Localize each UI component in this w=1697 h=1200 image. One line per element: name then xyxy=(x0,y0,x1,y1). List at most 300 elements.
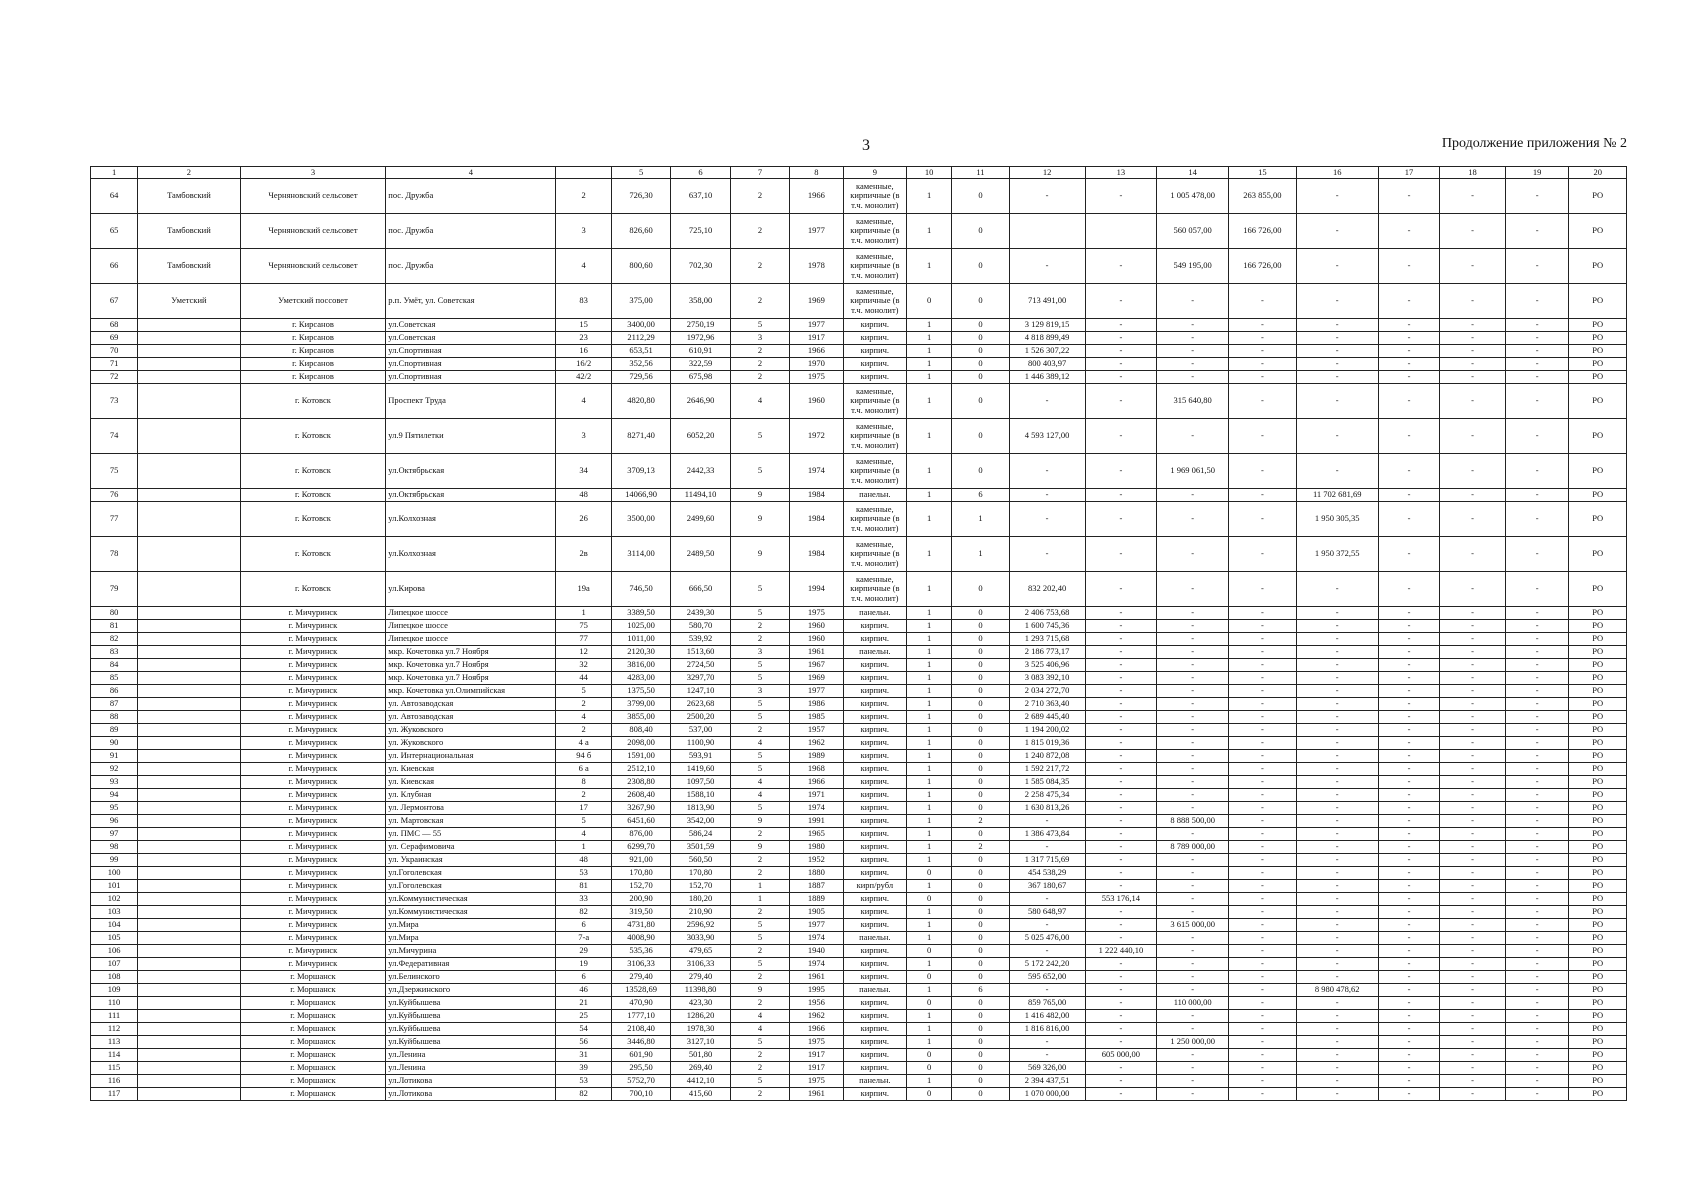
table-cell: 1 xyxy=(907,489,952,502)
table-row xyxy=(91,489,1627,502)
table-cell: - xyxy=(1440,1036,1506,1049)
table-cell xyxy=(138,1049,241,1062)
table-cell: - xyxy=(1378,750,1440,763)
table-cell: 4 xyxy=(556,384,611,419)
table-cell: - xyxy=(1229,1088,1297,1101)
table-row xyxy=(91,711,1627,724)
table-cell: г. Мичуринск xyxy=(240,607,386,620)
table-row xyxy=(91,633,1627,646)
table-cell: 0 xyxy=(952,906,1009,919)
table-cell: 31 xyxy=(556,1049,611,1062)
table-cell: 1977 xyxy=(790,919,843,932)
table-row xyxy=(91,854,1627,867)
table-cell xyxy=(138,1023,241,1036)
table-cell: 569 326,00 xyxy=(1009,1062,1085,1075)
table-cell: - xyxy=(1378,997,1440,1010)
table-cell: ул.Октябрьская xyxy=(386,454,556,489)
table-cell: - xyxy=(1229,1049,1297,1062)
table-cell: 0 xyxy=(952,867,1009,880)
table-cell: - xyxy=(1378,698,1440,711)
table-cell: 1 xyxy=(907,854,952,867)
table-cell: - xyxy=(1229,358,1297,371)
table-cell xyxy=(138,345,241,358)
table-cell: 2 258 475,34 xyxy=(1009,789,1085,802)
table-cell: мкр. Кочетовка ул.7 Ноября xyxy=(386,672,556,685)
table-cell: - xyxy=(1378,880,1440,893)
table-cell: - xyxy=(1505,633,1569,646)
table-cell: - xyxy=(1229,724,1297,737)
table-cell: 1 222 440,10 xyxy=(1085,945,1157,958)
table-cell: кирпич. xyxy=(843,841,907,854)
table-cell: Черняновский сельсовет xyxy=(240,214,386,249)
table-cell: 700,10 xyxy=(611,1088,670,1101)
table-cell: 56 xyxy=(556,1036,611,1049)
table-cell: РО xyxy=(1569,802,1627,815)
table-cell: ул.Гоголевская xyxy=(386,867,556,880)
table-cell: 9 xyxy=(730,815,789,828)
table-cell: - xyxy=(1296,776,1378,789)
table-cell: - xyxy=(1085,867,1157,880)
table-cell: 1984 xyxy=(790,537,843,572)
table-cell: - xyxy=(1440,945,1506,958)
table-cell: РО xyxy=(1569,572,1627,607)
table-cell: - xyxy=(1440,854,1506,867)
table-cell: - xyxy=(1157,332,1229,345)
table-cell: - xyxy=(1505,1049,1569,1062)
table-cell: г. Мичуринск xyxy=(240,906,386,919)
table-cell: ул.Лотикова xyxy=(386,1088,556,1101)
table-cell: 1957 xyxy=(790,724,843,737)
table-cell: 5752,70 xyxy=(611,1075,670,1088)
table-cell: 4008,90 xyxy=(611,932,670,945)
table-cell: РО xyxy=(1569,984,1627,997)
table-cell: Проспект Труда xyxy=(386,384,556,419)
table-cell: 0 xyxy=(952,345,1009,358)
table-cell: - xyxy=(1440,815,1506,828)
table-cell: РО xyxy=(1569,971,1627,984)
table-cell: 75 xyxy=(91,454,138,489)
table-cell: ул.Колхозная xyxy=(386,537,556,572)
table-cell: - xyxy=(1378,724,1440,737)
table-cell: 3 615 000,00 xyxy=(1157,919,1229,932)
table-cell: 5 xyxy=(730,802,789,815)
table-cell: - xyxy=(1229,502,1297,537)
table-cell: 5 172 242,20 xyxy=(1009,958,1085,971)
table-row xyxy=(91,214,1627,249)
table-cell: 2 xyxy=(556,698,611,711)
table-cell: - xyxy=(1378,815,1440,828)
table-cell xyxy=(1009,214,1085,249)
table-cell: - xyxy=(1085,724,1157,737)
table-cell: - xyxy=(1505,1088,1569,1101)
table-cell: - xyxy=(1009,454,1085,489)
table-cell: 107 xyxy=(91,958,138,971)
table-cell: РО xyxy=(1569,711,1627,724)
table-cell: ул. Украинская xyxy=(386,854,556,867)
table-cell: - xyxy=(1009,919,1085,932)
table-cell: 2 xyxy=(730,1049,789,1062)
table-cell: 1 xyxy=(907,815,952,828)
table-cell: - xyxy=(1085,932,1157,945)
table-cell: 1513,60 xyxy=(671,646,730,659)
table-cell: 7-а xyxy=(556,932,611,945)
table-cell: - xyxy=(1378,633,1440,646)
table-cell: 1917 xyxy=(790,1049,843,1062)
table-cell: - xyxy=(1157,685,1229,698)
table-cell: - xyxy=(1440,620,1506,633)
table-cell: 2 xyxy=(730,867,789,880)
table-cell: - xyxy=(1378,958,1440,971)
table-cell: - xyxy=(1296,345,1378,358)
table-cell: - xyxy=(1229,659,1297,672)
table-cell: 1995 xyxy=(790,984,843,997)
table-cell: - xyxy=(1296,620,1378,633)
table-cell: ул.Федеративная xyxy=(386,958,556,971)
table-cell: - xyxy=(1229,698,1297,711)
table-cell: 1984 xyxy=(790,502,843,537)
table-cell: - xyxy=(1440,214,1506,249)
table-cell: 4412,10 xyxy=(671,1075,730,1088)
table-cell: - xyxy=(1157,984,1229,997)
table-cell: - xyxy=(1296,1088,1378,1101)
table-cell: 5 xyxy=(730,1036,789,1049)
table-cell: - xyxy=(1505,880,1569,893)
table-cell: 2 xyxy=(730,249,789,284)
table-cell xyxy=(138,841,241,854)
table-cell: - xyxy=(1378,854,1440,867)
table-cell: 0 xyxy=(952,1023,1009,1036)
table-cell: 6299,70 xyxy=(611,841,670,854)
table-cell: ул.Куйбышева xyxy=(386,1036,556,1049)
table-cell: 1960 xyxy=(790,633,843,646)
table-cell: 0 xyxy=(952,828,1009,841)
table-cell: кирпич. xyxy=(843,750,907,763)
table-cell: мкр. Кочетовка ул.Олимпийская xyxy=(386,685,556,698)
table-row xyxy=(91,284,1627,319)
table-cell: 1972 xyxy=(790,419,843,454)
table-cell: - xyxy=(1378,1075,1440,1088)
table-cell: - xyxy=(1296,572,1378,607)
table-cell: - xyxy=(1505,997,1569,1010)
table-cell: - xyxy=(1505,214,1569,249)
table-cell: 1968 xyxy=(790,763,843,776)
table-cell: - xyxy=(1157,620,1229,633)
table-cell: 549 195,00 xyxy=(1157,249,1229,284)
table-cell: Черняновский сельсовет xyxy=(240,179,386,214)
table-cell: 4 xyxy=(730,1023,789,1036)
table-cell: 501,80 xyxy=(671,1049,730,1062)
table-cell: - xyxy=(1296,945,1378,958)
table-cell: 1969 xyxy=(790,284,843,319)
table-cell: 14066,90 xyxy=(611,489,670,502)
table-cell: 116 xyxy=(91,1075,138,1088)
table-cell: - xyxy=(1505,537,1569,572)
table-cell: 5 xyxy=(730,711,789,724)
table-cell: - xyxy=(1440,828,1506,841)
table-cell: кирпич. xyxy=(843,854,907,867)
table-cell: 1813,90 xyxy=(671,802,730,815)
table-cell: - xyxy=(1229,737,1297,750)
table-cell: 2308,80 xyxy=(611,776,670,789)
page-number: 3 xyxy=(862,137,870,154)
table-cell: 108 xyxy=(91,971,138,984)
table-cell: ул.Мира xyxy=(386,919,556,932)
table-cell: 3033,90 xyxy=(671,932,730,945)
table-cell: - xyxy=(1296,789,1378,802)
table-cell: - xyxy=(1157,711,1229,724)
table-cell: 1966 xyxy=(790,776,843,789)
table-cell: 1965 xyxy=(790,828,843,841)
table-cell: 1962 xyxy=(790,737,843,750)
table-cell: - xyxy=(1229,750,1297,763)
table-cell: 87 xyxy=(91,698,138,711)
table-cell: 4 xyxy=(730,789,789,802)
table-cell: РО xyxy=(1569,1062,1627,1075)
table-cell: 2623,68 xyxy=(671,698,730,711)
table-cell: г. Кирсанов xyxy=(240,319,386,332)
table-cell: 729,56 xyxy=(611,371,670,384)
table-cell: - xyxy=(1296,419,1378,454)
table-cell: 115 xyxy=(91,1062,138,1075)
table-cell: РО xyxy=(1569,384,1627,419)
table-cell: РО xyxy=(1569,880,1627,893)
table-cell: - xyxy=(1440,659,1506,672)
table-cell: - xyxy=(1296,1049,1378,1062)
table-cell: 1970 xyxy=(790,358,843,371)
table-cell: кирпич. xyxy=(843,997,907,1010)
table-row xyxy=(91,893,1627,906)
table-cell: 269,40 xyxy=(671,1062,730,1075)
table-cell: 5 xyxy=(730,958,789,971)
table-cell: г. Мичуринск xyxy=(240,711,386,724)
table-cell: - xyxy=(1157,1010,1229,1023)
table-cell: - xyxy=(1157,1075,1229,1088)
table-cell: - xyxy=(1296,1075,1378,1088)
table-cell: - xyxy=(1157,537,1229,572)
table-cell: - xyxy=(1440,1075,1506,1088)
table-cell: панельн. xyxy=(843,984,907,997)
table-cell: - xyxy=(1440,867,1506,880)
table-cell: 1 xyxy=(907,249,952,284)
table-cell: - xyxy=(1229,789,1297,802)
table-cell: 110 000,00 xyxy=(1157,997,1229,1010)
table-cell: - xyxy=(1505,828,1569,841)
table-cell: - xyxy=(1505,906,1569,919)
table-cell: РО xyxy=(1569,345,1627,358)
table-cell: кирпич. xyxy=(843,1023,907,1036)
column-header: 11 xyxy=(952,167,1009,179)
table-cell: 85 xyxy=(91,672,138,685)
table-cell: 5 xyxy=(730,1075,789,1088)
table-cell: 6 xyxy=(952,984,1009,997)
table-cell: 17 xyxy=(556,802,611,815)
table-cell: - xyxy=(1505,815,1569,828)
table-cell: - xyxy=(1440,1010,1506,1023)
table-cell: - xyxy=(1440,419,1506,454)
table-cell: 2 xyxy=(730,620,789,633)
table-cell: г. Мичуринск xyxy=(240,841,386,854)
table-cell xyxy=(138,620,241,633)
table-cell: кирпич. xyxy=(843,828,907,841)
table-cell: кирпич. xyxy=(843,815,907,828)
table-cell: 580 648,97 xyxy=(1009,906,1085,919)
table-cell: 1974 xyxy=(790,454,843,489)
table-cell: 8 789 000,00 xyxy=(1157,841,1229,854)
table-cell: 1 xyxy=(907,502,952,537)
table-cell xyxy=(138,572,241,607)
table-cell: 0 xyxy=(952,646,1009,659)
table-cell: 65 xyxy=(91,214,138,249)
table-cell: кирпич. xyxy=(843,737,907,750)
table-cell: - xyxy=(1440,384,1506,419)
table-cell: ул.Колхозная xyxy=(386,502,556,537)
table-cell: 1 xyxy=(907,358,952,371)
table-cell: 4 818 899,49 xyxy=(1009,332,1085,345)
table-cell: 1 xyxy=(556,841,611,854)
table-cell: г. Мичуринск xyxy=(240,633,386,646)
table-cell: 1 xyxy=(907,1010,952,1023)
table-cell: - xyxy=(1378,384,1440,419)
table-row xyxy=(91,828,1627,841)
table-cell: Тамбовский xyxy=(138,214,241,249)
table-cell: 4 xyxy=(556,249,611,284)
table-cell: кирпич. xyxy=(843,1088,907,1101)
table-cell: - xyxy=(1440,698,1506,711)
table-cell: 0 xyxy=(907,945,952,958)
table-cell: 11494,10 xyxy=(671,489,730,502)
table-cell: 0 xyxy=(952,672,1009,685)
table-cell: г. Котовск xyxy=(240,454,386,489)
table-cell: 1975 xyxy=(790,1036,843,1049)
table-cell: - xyxy=(1157,607,1229,620)
table-cell: 11398,80 xyxy=(671,984,730,997)
table-cell: 5 xyxy=(730,319,789,332)
table-cell: г. Мичуринск xyxy=(240,802,386,815)
table-cell: - xyxy=(1440,724,1506,737)
table-cell: - xyxy=(1378,1036,1440,1049)
table-cell: - xyxy=(1378,737,1440,750)
table-cell: 0 xyxy=(952,750,1009,763)
table-cell: 1889 xyxy=(790,893,843,906)
table-cell: - xyxy=(1440,358,1506,371)
column-header: 17 xyxy=(1378,167,1440,179)
table-cell: - xyxy=(1505,502,1569,537)
table-cell: 1961 xyxy=(790,646,843,659)
table-cell xyxy=(138,724,241,737)
column-header: 18 xyxy=(1440,167,1506,179)
table-cell xyxy=(138,893,241,906)
table-cell: ул.Коммунистическая xyxy=(386,893,556,906)
table-cell: - xyxy=(1229,802,1297,815)
table-cell: 1917 xyxy=(790,1062,843,1075)
table-cell: г. Моршанск xyxy=(240,1062,386,1075)
table-cell: 1971 xyxy=(790,789,843,802)
table-cell: 2 xyxy=(556,179,611,214)
table-cell: 1961 xyxy=(790,971,843,984)
table-cell: - xyxy=(1085,249,1157,284)
table-cell xyxy=(138,371,241,384)
table-cell xyxy=(138,1010,241,1023)
table-cell xyxy=(138,537,241,572)
table-cell: 702,30 xyxy=(671,249,730,284)
table-cell: - xyxy=(1085,698,1157,711)
table-cell: - xyxy=(1085,763,1157,776)
table-cell: г. Мичуринск xyxy=(240,685,386,698)
table-cell: - xyxy=(1009,179,1085,214)
table-cell: 713 491,00 xyxy=(1009,284,1085,319)
table-row xyxy=(91,537,1627,572)
table-cell: 80 xyxy=(91,607,138,620)
table-cell: 1 xyxy=(907,932,952,945)
table-cell: 5 xyxy=(730,454,789,489)
table-cell: кирпич. xyxy=(843,1010,907,1023)
table-cell: 5 xyxy=(730,659,789,672)
table-cell: 0 xyxy=(907,867,952,880)
table-cell: 1 816 816,00 xyxy=(1009,1023,1085,1036)
column-header: 12 xyxy=(1009,167,1085,179)
table-cell: - xyxy=(1157,1049,1229,1062)
table-cell: 0 xyxy=(952,854,1009,867)
table-cell: 653,51 xyxy=(611,345,670,358)
table-row xyxy=(91,1023,1627,1036)
table-cell: - xyxy=(1229,945,1297,958)
table-cell: 1962 xyxy=(790,1010,843,1023)
table-cell: 0 xyxy=(952,284,1009,319)
table-row xyxy=(91,179,1627,214)
table-cell: 423,30 xyxy=(671,997,730,1010)
table-cell: 1 xyxy=(907,776,952,789)
table-cell: - xyxy=(1505,1010,1569,1023)
table-cell: - xyxy=(1505,932,1569,945)
table-cell: - xyxy=(1440,319,1506,332)
table-cell: РО xyxy=(1569,841,1627,854)
table-cell: 2646,90 xyxy=(671,384,730,419)
table-cell: - xyxy=(1440,880,1506,893)
table-cell: 0 xyxy=(952,802,1009,815)
table-cell: - xyxy=(1378,841,1440,854)
table-cell: г. Моршанск xyxy=(240,984,386,997)
table-cell: ул. Автозаводская xyxy=(386,711,556,724)
table-cell: кирпич. xyxy=(843,1062,907,1075)
table-cell: кирпич. xyxy=(843,893,907,906)
table-cell: - xyxy=(1378,249,1440,284)
table-cell: кирпич. xyxy=(843,906,907,919)
table-cell: - xyxy=(1505,489,1569,502)
table-cell: 1 526 307,22 xyxy=(1009,345,1085,358)
table-cell: - xyxy=(1085,854,1157,867)
table-cell: - xyxy=(1157,419,1229,454)
table-cell: 1917 xyxy=(790,332,843,345)
table-cell: 2 710 363,40 xyxy=(1009,698,1085,711)
table-cell: ул. Жуковского xyxy=(386,724,556,737)
table-cell: - xyxy=(1440,179,1506,214)
table-row xyxy=(91,620,1627,633)
table-cell: г. Кирсанов xyxy=(240,358,386,371)
table-cell: 3106,33 xyxy=(611,958,670,971)
table-row xyxy=(91,1062,1627,1075)
table-cell: ул.Ленина xyxy=(386,1062,556,1075)
table-cell: 1 xyxy=(952,537,1009,572)
table-row xyxy=(91,1049,1627,1062)
table-cell: - xyxy=(1440,958,1506,971)
table-cell: - xyxy=(1157,906,1229,919)
table-cell: - xyxy=(1009,489,1085,502)
table-cell: РО xyxy=(1569,214,1627,249)
table-cell: 0 xyxy=(907,893,952,906)
table-cell: 0 xyxy=(952,724,1009,737)
table-cell: 1 xyxy=(907,711,952,724)
table-cell: - xyxy=(1378,214,1440,249)
